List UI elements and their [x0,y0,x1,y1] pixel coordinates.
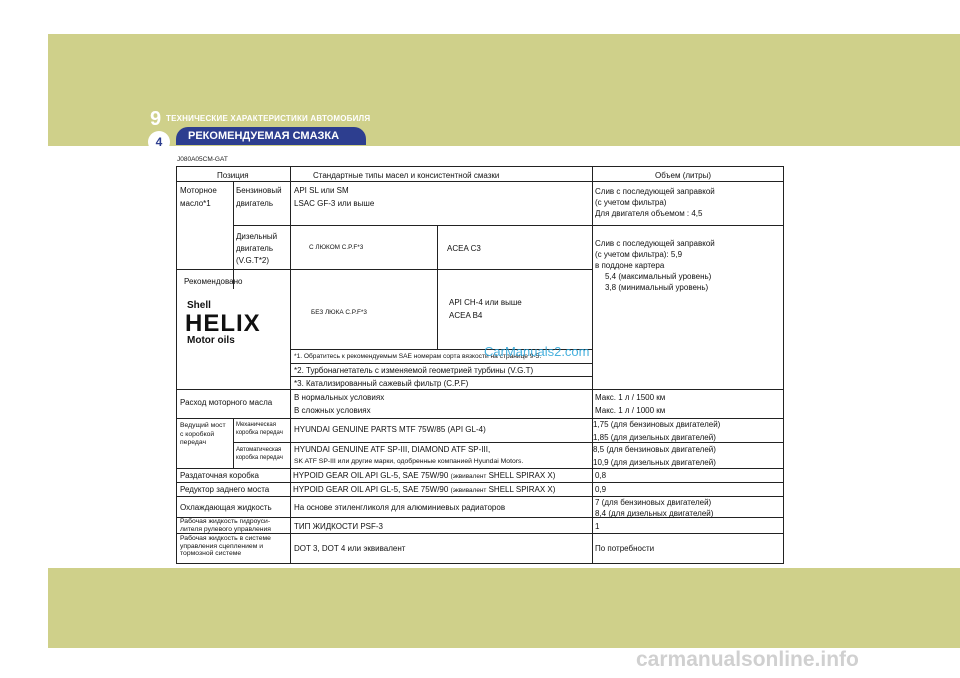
diesel-engine-label: Дизельный двигатель (V.G.T*2) [236,232,278,265]
shell-helix-logo [185,297,281,350]
header-row-line [177,181,783,182]
section-code: J080A05CM-GAT [177,156,228,163]
rear-diff-label: Редуктор заднего моста [180,485,270,494]
coolant-vol: 7 (для бензиновых двигателей) 8,4 (для дизельных двигателей) [595,498,714,518]
diesel-volume: Слив с последующей заправкой (с учетом фильтра): 5,9 в поддоне картера 5,4 (максимальный уровень) 3,8 (минимальный уровень) [595,239,715,292]
header-oil-types: Стандартные типы масел и консистентной смазки [313,171,500,180]
svg-text:Motor oils: Motor oils [187,335,235,345]
header-position: Позиция [217,171,249,180]
note-2: *2. Турбонагнетатель с изменяемой геометрией турбины (V.G.T) [294,366,534,375]
coolant-label: Охлаждающая жидкость [180,503,272,512]
chapter-number: 9 [150,108,162,130]
power-steering-label: Рабочая жидкость гидроуси- лителя рулевого управления [180,518,271,533]
col-divider-position [290,167,291,389]
petrol-volume: Слив с последующей заправкой (с учетом фильтра) Для двигателя объемом : 4,5 [595,187,715,218]
note2-line [290,363,592,364]
engine-oil-end-line [177,269,233,270]
footer-band [48,568,960,648]
brake-fluid-vol: По потребности [595,544,655,553]
watermark: CarManuals2.com [484,344,590,359]
svg-text:HELIX: HELIX [185,310,261,337]
auto-transaxle-vol: 8,5 (для бензиновых двигателей) 10,9 (для дизельных двигателей) [593,445,716,467]
rear-diff-spec: HYPOID GEAR OIL API GL-5, SAE 75W/90 (эквивалент SHELL SPIRAX X) [293,485,556,494]
diesel-end-line [233,269,290,270]
manual-transaxle-vol: 1,75 (для бензиновых двигателей) 1,85 (для дизельных двигателей) [593,420,721,442]
brake-fluid-spec: DOT 3, DOT 4 или эквивалент [294,544,406,553]
petrol-engine-label: Бензиновый двигатель [236,186,282,208]
page-number: 4 [148,131,170,153]
col-divider-cpf [437,225,438,349]
transfer-line [177,468,783,469]
chapter-title: ТЕХНИЧЕСКИЕ ХАРАКТЕРИСТИКИ АВТОМОБИЛЯ [166,114,371,123]
without-cpf-label: БЕЗ ЛЮКА C.P.F*3 [311,309,367,316]
section-title: РЕКОМЕНДУЕМАЯ СМАЗКА [176,127,366,145]
col-divider-subposition [233,181,234,289]
auto-transaxle-label: Автоматическая коробка передач [236,447,283,461]
note-3: *3. Катализированный сажевый фильтр (C.P.F) [294,379,469,388]
manual-transaxle-spec: HYUNDAI GENUINE PARTS MTF 75W/85 (API GL-4) [294,425,486,434]
lubricant-table [176,166,784,564]
consumption-normal-vol: Макс. 1 л / 1500 км [595,393,666,402]
rear-diff-line [177,482,783,483]
cpf-row-line [290,269,592,270]
consumption-normal: В нормальных условиях [294,393,385,402]
auto-transaxle-spec: HYUNDAI GENUINE ATF SP-III, DIAMOND ATF SP-III, SK ATF SP-III или другие марки, одобренные компанией Hyundai Motors. [294,445,524,465]
with-cpf-spec: ACEA C3 [447,244,481,253]
col-divider-transaxle [233,418,234,468]
header-volume: Объем (литры) [655,171,712,180]
consumption-severe-vol: Макс. 1 л / 1000 км [595,406,666,415]
without-cpf-spec: API CH-4 или выше ACEA B4 [449,298,522,320]
power-steering-vol: 1 [595,522,600,531]
brake-line [177,533,783,534]
col-divider-volume [592,167,593,564]
petrol-spec: API SL или SM LSAC GF-3 или выше [294,186,375,208]
transaxle-label: Ведущий мост с коробкой передач [180,422,226,446]
recommended-label: Рекомендовано [184,277,243,286]
transfer-case-label: Раздаточная коробка [180,471,259,480]
consumption-label: Расход моторного масла [180,398,273,407]
note3-line [290,376,592,377]
manual-transaxle-label: Механическая коробка передач [236,422,283,436]
transfer-case-vol: 0,8 [595,471,607,480]
engine-oil-label: Моторное масло*1 [180,186,217,208]
coolant-spec: На основе этиленгликоля для алюминиевых радиаторов [294,503,506,512]
brake-fluid-label: Рабочая жидкость в системе управления сцеплением и тормозной системе [180,535,271,558]
note-1: *1. Обратитесь к рекомендуемым SAE номерам сорта вязкости на странице 9-5. [294,353,542,360]
with-cpf-label: С ЛЮКОМ C.P.F*3 [309,244,364,251]
rear-diff-vol: 0,9 [595,485,607,494]
col-divider-position-lower [290,389,291,564]
consumption-line [177,389,783,390]
consumption-severe: В сложных условиях [294,406,371,415]
svg-text:Shell: Shell [187,300,211,311]
power-steering-spec: ТИП ЖИДКОСТИ PSF-3 [294,522,383,531]
transfer-case-spec: HYPOID GEAR OIL API GL-5, SAE 75W/90 (эквивалент SHELL SPIRAX X) [293,471,556,480]
footer-site-name: carmanualsonline.info [636,648,859,671]
petrol-row-line [233,225,783,226]
